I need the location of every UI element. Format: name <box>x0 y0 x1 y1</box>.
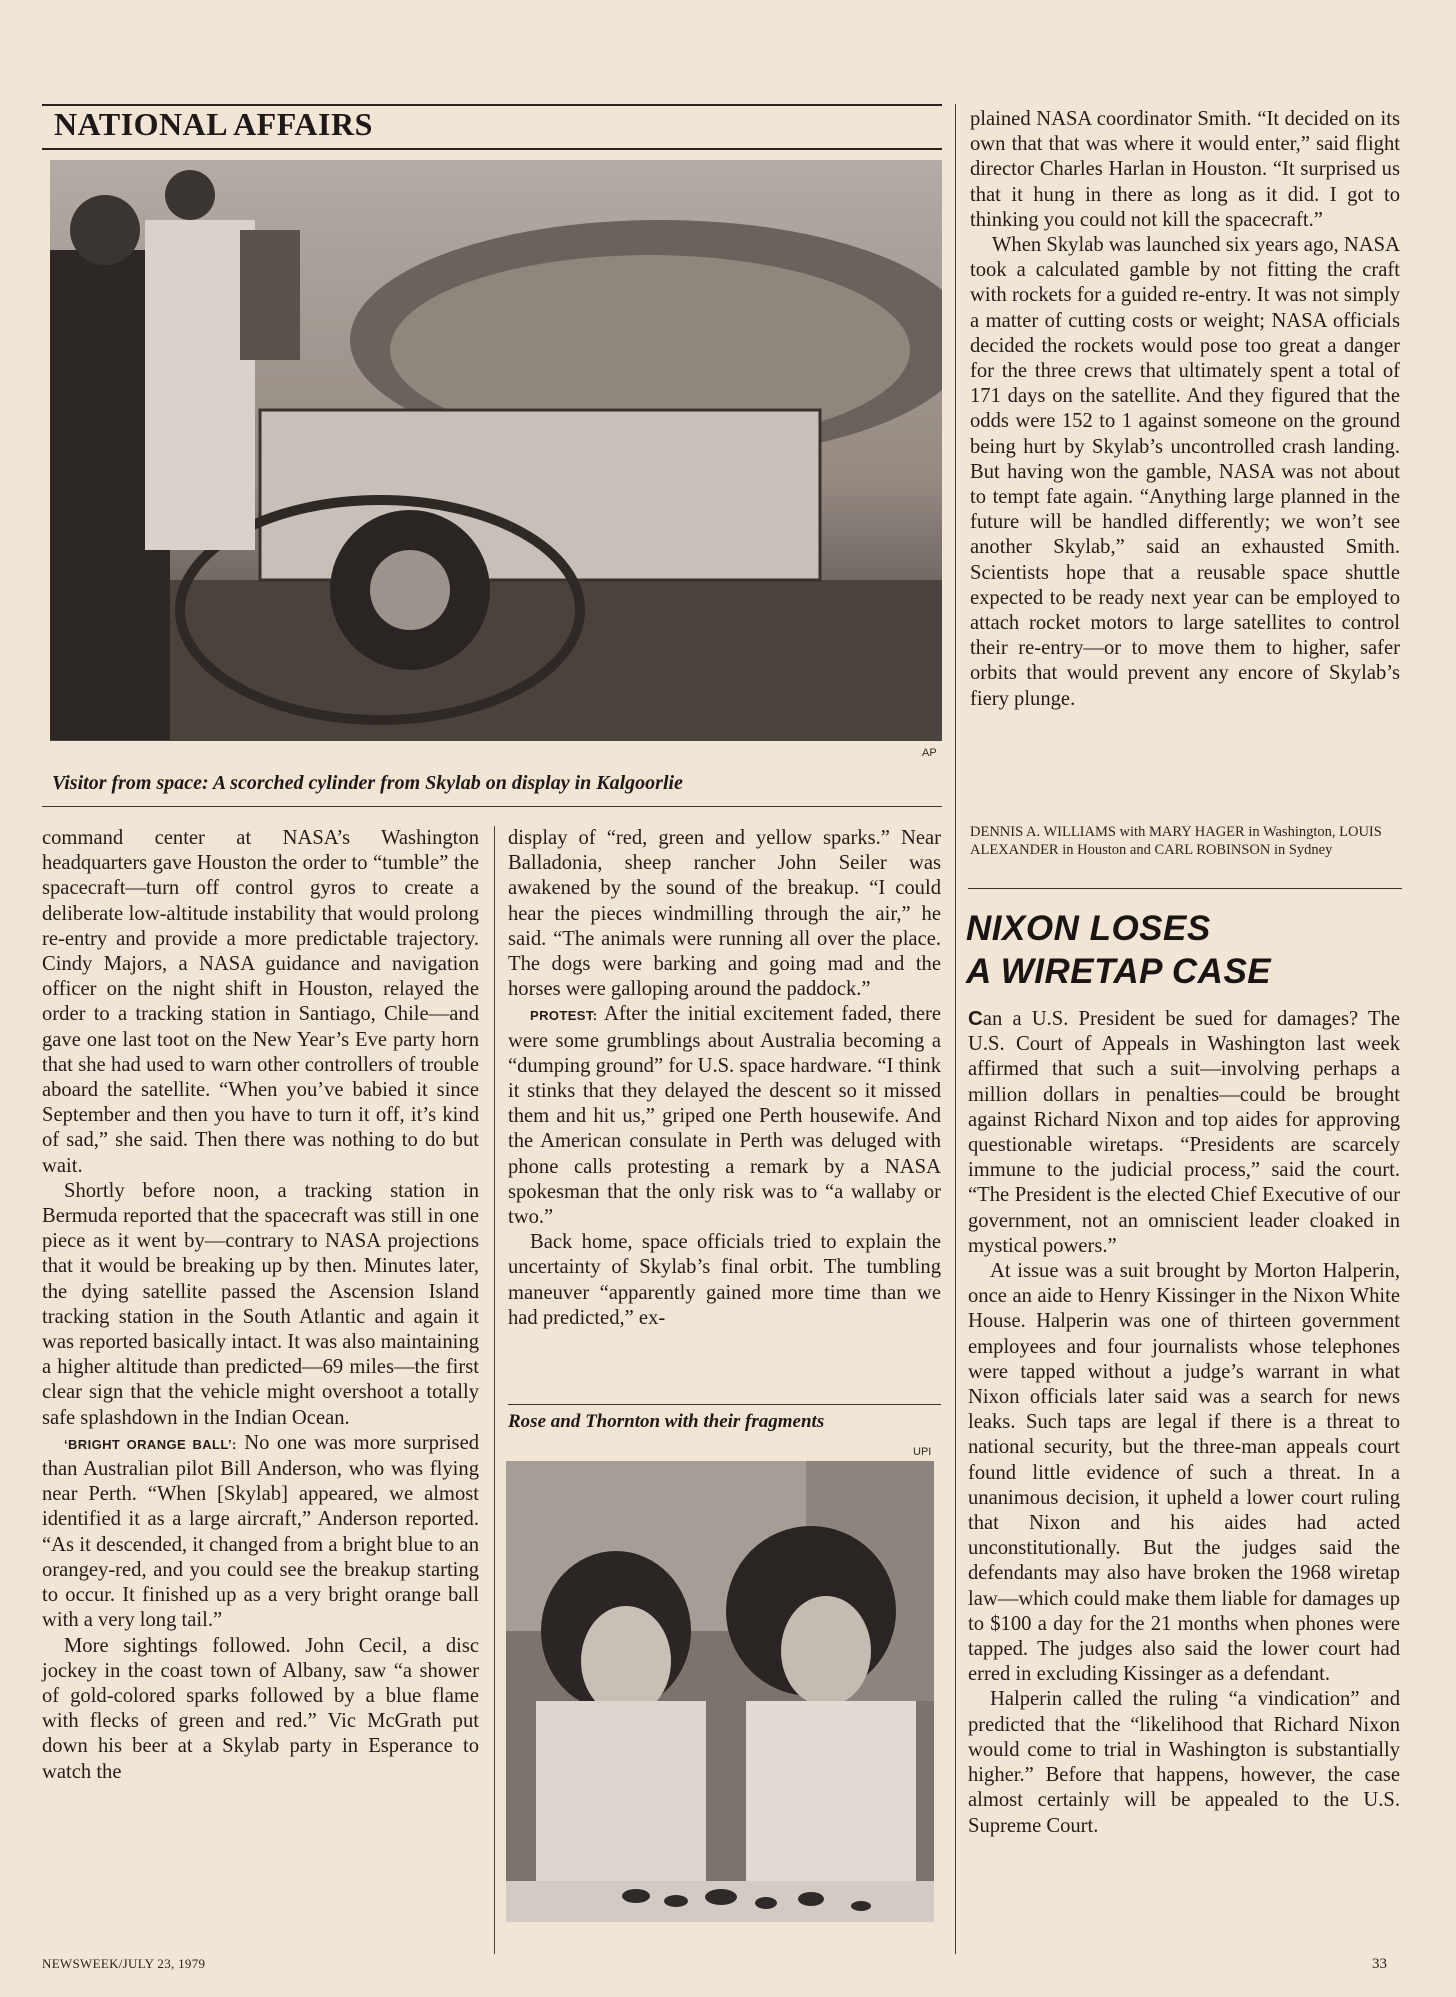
paragraph: More sightings followed. John Cecil, a disc jockey in the coast town of Albany, saw “a shower of gold-colored sparks followed by a blue flame with flecks of green and red.” Vic McGrath put down his beer at a Skylab party in Esperance to watch the <box>42 1634 479 1783</box>
page-number: 33 <box>1372 1956 1387 1972</box>
skylab-cylinder-photo <box>50 160 942 741</box>
article-column-2 <box>508 826 941 1331</box>
rose-thornton-photo <box>506 1461 934 1922</box>
column-divider-right <box>955 104 956 1954</box>
article-column-4 <box>968 1006 1400 1839</box>
paragraph: command center at NASA’s Washington headquarters gave Houston the order to “tumble” the spacecraft—turn off control gyros to create a deliberate low-altitude instability that would prolong re-entry and provide a more predictable trajectory. Cindy Majors, a NASA guidance and navigation officer on the night shift in Houston, relayed the order to a tracking station in Santiago, Chile—and gave one last toot on the New Year’s Eve party horn that she had used to warn other controllers of trouble aboard the satellite. “When you’ve babied it since September and then you have to turn it off, it’s kind of sad,” she said. Then there was nothing to do but wait. <box>42 827 479 1177</box>
paragraph <box>42 1431 479 1634</box>
headline-line-2: A WIRETAP CASE <box>966 952 1272 991</box>
article-column-1 <box>42 826 479 1785</box>
paragraph: At issue was a suit brought by Morton Halperin, once an aide to Henry Kissinger in the Nixon White House. Halperin was one of thirteen government employees and four journalists whose telephones were tapped without a judge’s warrant in what Nixon officials later said was a search for news leaks. Such taps are legal if there is a threat to national security, but the three-man appeals court found little evidence of such a threat. In a unanimous decision, it upheld a lower court ruling that Nixon and his aides had acted unconstitutionally. But the judges said the defendants may also have broken the 1968 wiretap law—which could make them liable for damages up to $100 a day for the 21 months when phones were tapped. The judges also said the lower court had erred in excluding Kissinger as a defendant. <box>968 1260 1400 1686</box>
photo-credit-ap: AP <box>922 747 937 759</box>
run-in-heading: ‘BRIGHT ORANGE BALL’: <box>64 1436 237 1452</box>
paragraph: Shortly before noon, a tracking station in Bermuda reported that the spacecraft was still in one piece as it went by—contrary to NASA projections that it would be breaking up by then. Minutes later, the dying satellite passed the Ascension Island tracking station in the South Atlantic and again it was reported basically intact. It was also maintaining a higher altitude than predicted—69 miles—the first clear sign that the vehicle might overshoot a totally safe splashdown in the Indian Ocean. <box>42 1179 479 1429</box>
caption-rule <box>42 806 942 807</box>
run-in-heading: PROTEST: <box>530 1008 598 1024</box>
paragraph-text: After the initial excitement faded, there were some grumblings about Australia becoming a “dumping ground” for U.S. space hardware. “I think it stinks that they delayed the descent so it missed them and hit us,” griped one Perth housewife. And the American consulate in Perth was deluged with phone calls protesting a remark by a NASA spokesman that the only risk was to “a wallaby or two.” <box>508 1003 941 1229</box>
photo-caption-bottom: Rose and Thornton with their fragments <box>508 1411 825 1432</box>
paragraph <box>508 1002 941 1230</box>
paragraph: Back home, space officials tried to explain the uncertainty of Skylab’s final orbit. The tumbling maneuver “apparently gained more time than we had predicted,” ex- <box>508 1231 941 1329</box>
paragraph: Halperin called the ruling “a vindication” and predicted that the “likelihood that Richard Nixon would come to trial in Washington is substantially higher.” Before that happens, however, the case almost certainly will be appealed to the U.S. Supreme Court. <box>968 1688 1400 1837</box>
footer-issue-date: NEWSWEEK/JULY 23, 1979 <box>42 1956 206 1971</box>
paragraph-text: an a U.S. President be sued for damages? The U.S. Court of Appeals in Washington last week affirmed that such a suit—involving perhaps a million dollars in penalties—could be brought against Richard Nixon and top aides for approving questionable wiretaps. “Presidents are scarcely immune to the judicial process,” said the court. “The President is the elected Chief Executive of our government, not an omniscient leader cloaked in mystical powers.” <box>968 1008 1400 1257</box>
header-rule-bottom <box>42 148 942 150</box>
paragraph-text: No one was more surprised than Australian pilot Bill Anderson, who was flying near Perth. “When [Skylab] appeared, we almost identified it as a large aircraft,” Anderson reported. “As it descended, it changed from a bright blue to an orangey-red, and you could see the breakup starting to occur. It finished up as a very bright orange ball with a very long tail.” <box>42 1431 480 1632</box>
paragraph: display of “red, green and yellow sparks.” Near Balladonia, sheep rancher John Seiler was awakened by the sound of the breakup. “I could hear the pieces windmilling through the air,” he said. “The animals were running all over the place. The dogs were barking and going mad and the horses were galloping around the paddock.” <box>508 827 941 1001</box>
article-headline <box>966 907 1406 993</box>
drop-cap: C <box>968 1007 983 1030</box>
headline-line-1: NIXON LOSES <box>966 909 1211 948</box>
article-column-3 <box>970 107 1400 712</box>
paragraph <box>968 1006 1400 1259</box>
caption-rule-bottom <box>508 1404 941 1405</box>
column-divider-left <box>494 826 495 1954</box>
photo-credit-upi: UPI <box>913 1446 932 1458</box>
article-separator <box>968 888 1402 889</box>
byline: DENNIS A. WILLIAMS with MARY HAGER in Washington, LOUIS ALEXANDER in Houston and CARL ROBINSON in Sydney <box>970 824 1382 858</box>
section-title: NATIONAL AFFAIRS <box>54 106 373 142</box>
paragraph: When Skylab was launched six years ago, NASA took a calculated gamble by not fitting the craft with rockets for a guided re-entry. It was not simply a matter of cutting costs or weight; NASA officials decided the rockets would pose too great a danger for the three crews that ultimately spent a total of 171 days on the satellite. And they figured that the odds were 152 to 1 against someone on the ground being hurt by Skylab’s uncontrolled crash landing. But having won the gamble, NASA was not about to tempt fate again. “Anything large planned in the future will be handled differently; we won’t see another Skylab,” said an exhausted Smith. Scientists hope that a reusable space shuttle expected to be ready next year can be employed to attach rocket motors to large satellites to control their re-entry—or to move them to higher, safer orbits that would prevent any encore of Skylab’s fiery plunge. <box>970 234 1400 710</box>
photo-caption-top: Visitor from space: A scorched cylinder from Skylab on display in Kalgoorlie <box>52 772 683 794</box>
paragraph: plained NASA coordinator Smith. “It decided on its own that that was where it would enter,” said flight director Charles Harlan in Houston. “It surprised us that it hung in there as long as it did. I got to thinking you could not kill the spacecraft.” <box>970 108 1400 231</box>
